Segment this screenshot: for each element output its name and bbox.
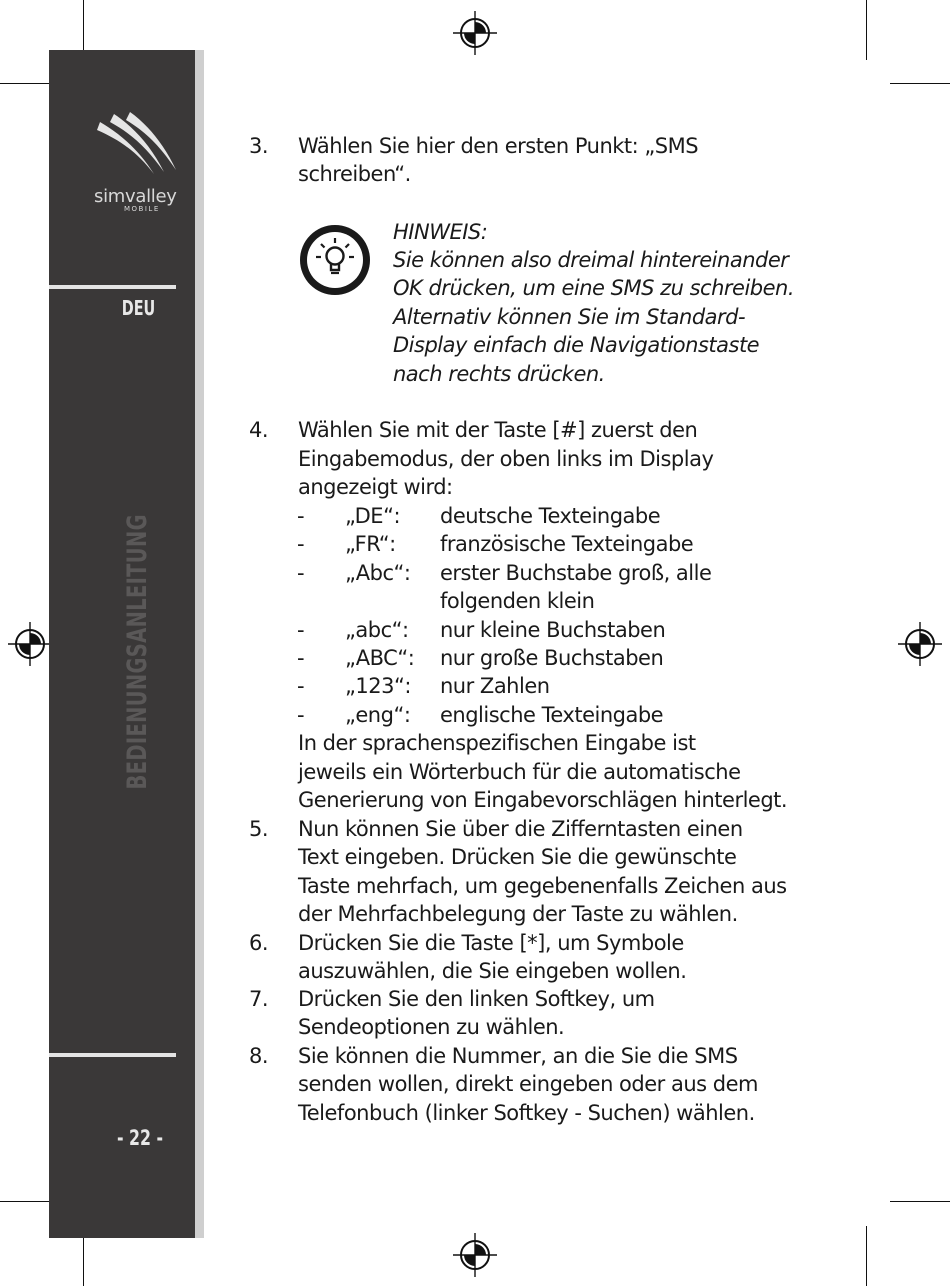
mode-code: „FR“: xyxy=(345,532,396,556)
note-text: Sie können also dreimal hintereinander xyxy=(393,248,789,272)
mode-code: „Abc“: xyxy=(345,561,411,585)
step-text: der Mehrfachbelegung der Taste zu wählen. xyxy=(298,902,738,926)
lightbulb-icon xyxy=(297,222,373,298)
step-number: 7. xyxy=(249,987,269,1011)
step-text: Generierung von Eingabevorschlägen hinterlegt. xyxy=(298,788,788,812)
page-number: - 22 - xyxy=(117,1126,163,1150)
mode-description: nur Zahlen xyxy=(440,674,550,698)
step-number: 3. xyxy=(249,134,269,158)
mode-description: nur kleine Buchstaben xyxy=(440,618,666,642)
step-text: jeweils ein Wörterbuch für die automatische xyxy=(298,760,741,784)
mode-description: nur große Buchstaben xyxy=(440,646,664,670)
mode-code: „abc“: xyxy=(345,618,409,642)
step-text: Drücken Sie den linken Softkey, um xyxy=(298,987,655,1011)
registration-mark-icon xyxy=(897,621,943,667)
crop-mark xyxy=(866,0,867,60)
note-text: Display einfach die Navigationstaste xyxy=(393,333,760,357)
registration-mark-icon xyxy=(7,621,53,667)
step-text: Taste mehrfach, um gegebenenfalls Zeichen aus xyxy=(298,874,787,898)
step-text: Sendeoptionen zu wählen. xyxy=(298,1015,565,1039)
brand-logo-text: simvalley xyxy=(94,186,177,207)
mode-code: „123“: xyxy=(345,674,411,698)
crop-mark xyxy=(890,1201,950,1202)
section-title-text: BEDIENUNGSANLEITUNG xyxy=(122,514,153,790)
language-label: DEU xyxy=(121,296,156,320)
step-text: Telefonbuch (linker Softkey - Suchen) wählen. xyxy=(298,1101,755,1125)
step-text: schreiben“. xyxy=(298,162,411,186)
step-text: Eingabemodus, der oben links im Display xyxy=(298,447,714,471)
step-number: 6. xyxy=(249,931,269,955)
crop-mark xyxy=(866,1226,867,1286)
section-title-vertical xyxy=(122,503,154,843)
step-text: angezeigt wird: xyxy=(298,475,453,499)
mode-description: englische Texteingabe xyxy=(440,703,664,727)
mode-code: „eng“: xyxy=(345,703,411,727)
step-text: Sie können die Nummer, an die Sie die SMS xyxy=(298,1044,738,1068)
mode-description: französische Texteingabe xyxy=(440,532,694,556)
step-text: Drücken Sie die Taste [*], um Symbole xyxy=(298,931,684,955)
note-text: nach rechts drücken. xyxy=(393,362,605,386)
step-text: Text eingeben. Drücken Sie die gewünschte xyxy=(298,845,737,869)
step-number: 8. xyxy=(249,1044,269,1068)
list-dash: - xyxy=(297,703,305,727)
list-dash: - xyxy=(297,618,305,642)
step-text: senden wollen, direkt eingeben oder aus dem xyxy=(298,1072,758,1096)
mode-description: deutsche Texteingabe xyxy=(440,504,661,528)
list-dash: - xyxy=(297,504,305,528)
step-text: In der sprachenspezifischen Eingabe ist xyxy=(298,731,696,755)
sidebar-shadow xyxy=(195,50,204,1238)
list-dash: - xyxy=(297,674,305,698)
crop-mark xyxy=(890,83,950,84)
step-text: Nun können Sie über die Zifferntasten einen xyxy=(298,817,743,841)
mode-code: „ABC“: xyxy=(345,646,415,670)
list-dash: - xyxy=(297,646,305,670)
list-dash: - xyxy=(297,561,305,585)
list-dash: - xyxy=(297,532,305,556)
step-text: Wählen Sie hier den ersten Punkt: „SMS xyxy=(298,134,699,158)
mode-description: erster Buchstabe groß, alle xyxy=(440,561,712,585)
step-number: 4. xyxy=(249,418,269,442)
registration-mark-icon xyxy=(452,10,498,56)
sidebar-divider xyxy=(49,1053,176,1057)
step-number: 5. xyxy=(249,817,269,841)
sidebar-divider xyxy=(49,285,176,289)
note-text: OK drücken, um eine SMS zu schreiben. xyxy=(393,276,795,300)
mode-description: folgenden klein xyxy=(440,589,595,613)
note-title: HINWEIS: xyxy=(393,220,488,244)
step-text: Wählen Sie mit der Taste [#] zuerst den xyxy=(298,418,698,442)
mode-code: „DE“: xyxy=(345,504,401,528)
registration-mark-icon xyxy=(452,1232,498,1278)
note-text: Alternativ können Sie im Standard- xyxy=(393,305,746,329)
step-text: auszuwählen, die Sie eingeben wollen. xyxy=(298,959,687,983)
brand-logo-subtext: MOBILE xyxy=(124,205,160,213)
